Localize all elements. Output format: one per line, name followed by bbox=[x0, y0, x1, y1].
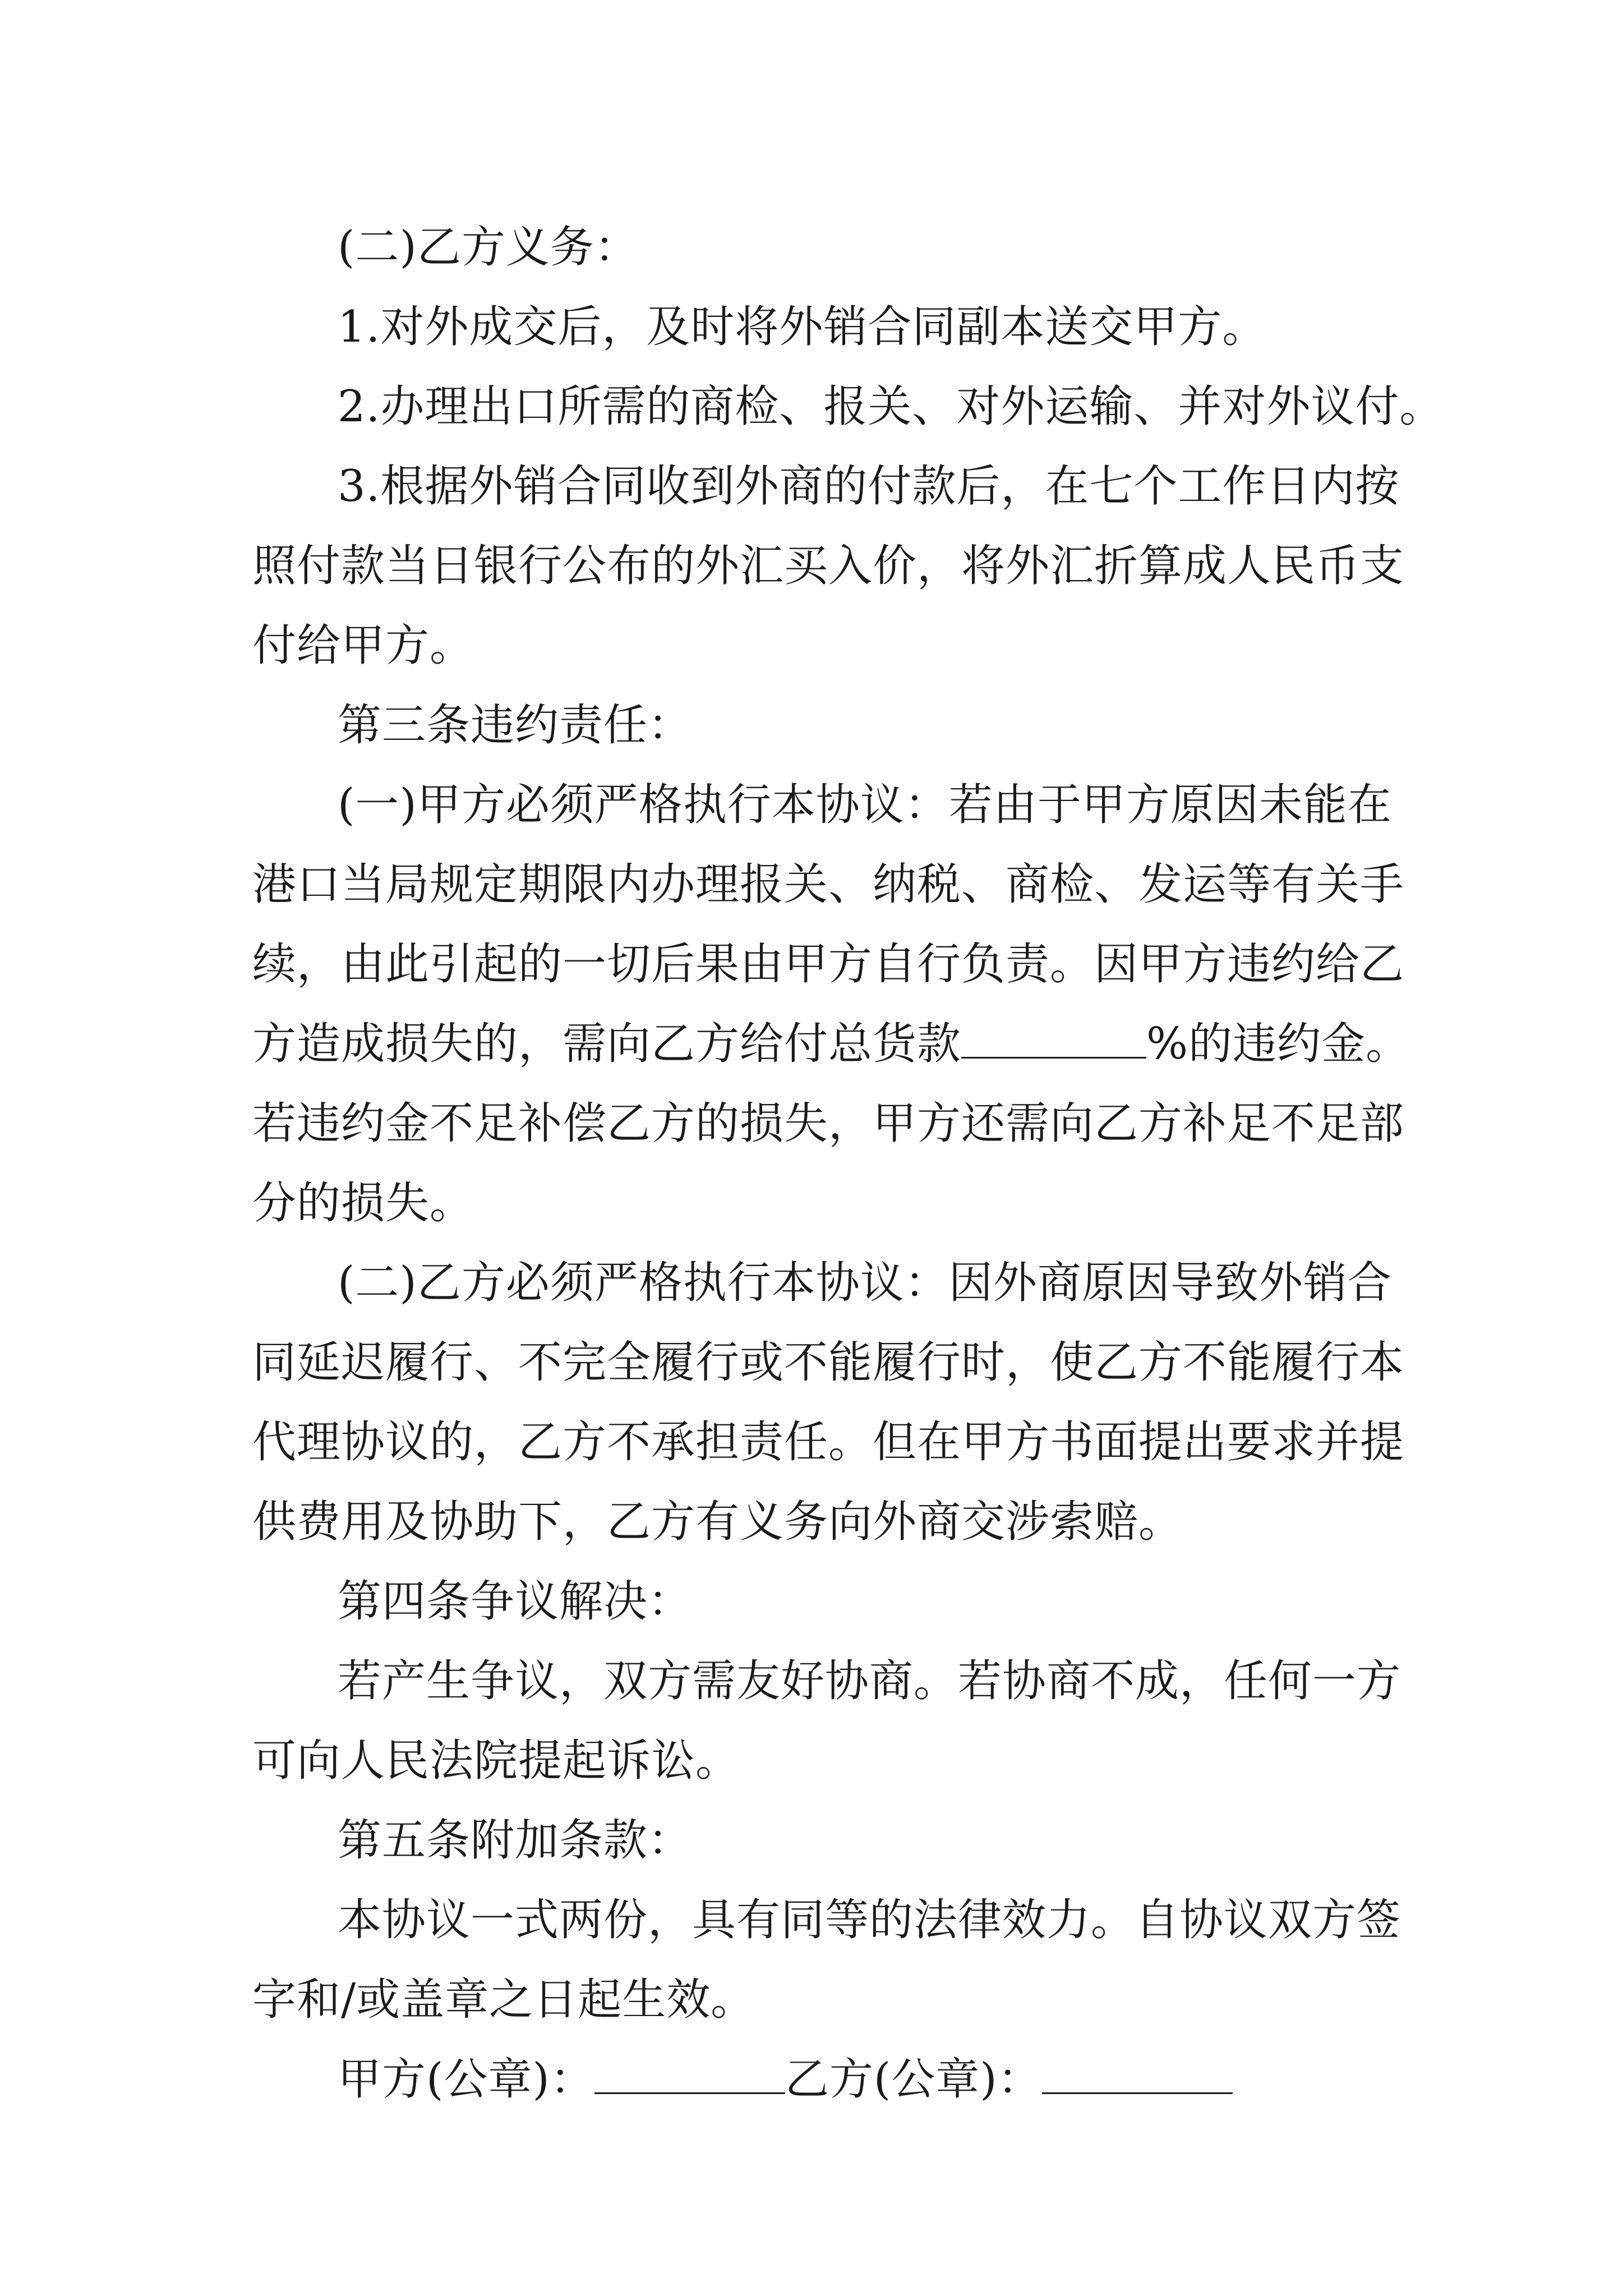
article-heading-additional-terms: 第五条附加条款： bbox=[338, 1815, 693, 1866]
party-a-seal-label: 甲方(公章)： bbox=[338, 2054, 594, 2105]
document-body bbox=[252, 208, 1444, 2119]
paragraph-line: 2.办理出口所需的商检、报关、对外运输、并对外议付。 bbox=[338, 381, 1444, 432]
paragraph-line: 字和/或盖章之日起生效。 bbox=[252, 1975, 755, 2025]
paragraph-line: 供费用及协助下，乙方有义务向外商交涉索赔。 bbox=[252, 1497, 1183, 1547]
paragraph-line: 付给甲方。 bbox=[252, 620, 474, 671]
paragraph-line: 代理协议的，乙方不承担责任。但在甲方书面提出要求并提 bbox=[252, 1417, 1405, 1467]
paragraph-line: 本协议一式两份，具有同等的法律效力。自协议双方签 bbox=[338, 1895, 1401, 1945]
paragraph-line: 续，由此引起的一切后果由甲方自行负责。因甲方违约给乙 bbox=[252, 939, 1405, 990]
paragraph-line: 若违约金不足补偿乙方的损失，甲方还需向乙方补足不足部 bbox=[252, 1098, 1405, 1149]
paragraph-line: 1.对外成交后，及时将外销合同副本送交甲方。 bbox=[338, 302, 1267, 352]
article-heading-breach-liability: 第三条违约责任： bbox=[338, 700, 693, 751]
paragraph-line: 同延迟履行、不完全履行或不能履行时，使乙方不能履行本 bbox=[252, 1337, 1405, 1388]
penalty-text-after: %的违约金。 bbox=[1146, 1019, 1410, 1069]
penalty-line bbox=[252, 1004, 1410, 1084]
paragraph-line: 3.根据外销合同收到外商的付款后，在七个工作日内按 bbox=[338, 461, 1400, 512]
article-heading-dispute-resolution: 第四条争议解决： bbox=[338, 1576, 693, 1627]
penalty-text-before: 方造成损失的，需向乙方给付总货款 bbox=[252, 1019, 962, 1069]
section-heading-party-b-obligations: (二)乙方义务： bbox=[338, 222, 639, 273]
penalty-percentage-blank[interactable] bbox=[961, 1005, 1146, 1059]
paragraph-line: 港口当局规定期限内办理报关、纳税、商检、发运等有关手 bbox=[252, 859, 1405, 910]
paragraph-line: (二)乙方必须严格执行本协议：因外商原因导致外销合 bbox=[338, 1258, 1392, 1308]
paragraph-line: 若产生争议，双方需友好协商。若协商不成，任何一方 bbox=[338, 1656, 1401, 1706]
paragraph-line: 分的损失。 bbox=[252, 1178, 474, 1228]
paragraph-line: (一)甲方必须严格执行本协议：若由于甲方原因未能在 bbox=[338, 780, 1392, 830]
party-a-seal-blank[interactable] bbox=[594, 2041, 785, 2094]
paragraph-line: 可向人民法院提起诉讼。 bbox=[252, 1736, 740, 1786]
signature-line bbox=[252, 2040, 1380, 2119]
party-b-seal-label: 乙方(公章)： bbox=[785, 2054, 1042, 2105]
paragraph-line: 照付款当日银行公布的外汇买入价，将外汇折算成人民币支 bbox=[252, 541, 1405, 591]
party-b-seal-blank[interactable] bbox=[1042, 2041, 1233, 2094]
